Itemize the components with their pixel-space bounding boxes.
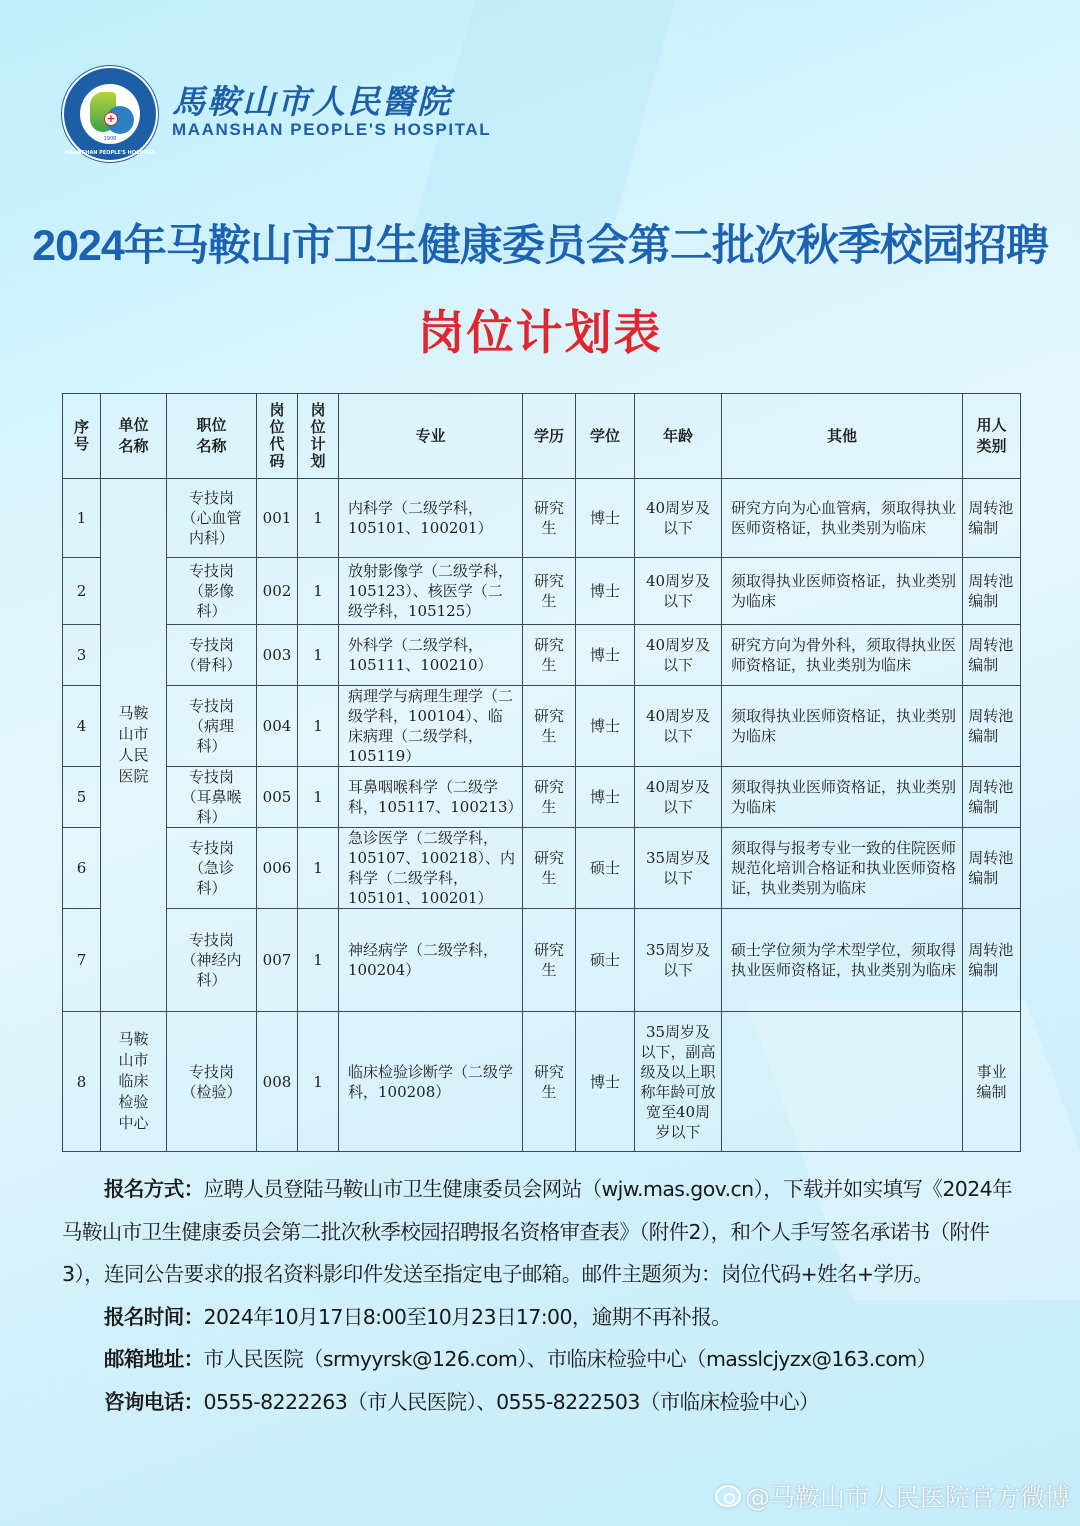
cell-category: 周转池编制 — [963, 686, 1021, 767]
header-other: 其他 — [722, 394, 963, 479]
cell-position: 专技岗（耳鼻喉科） — [167, 767, 257, 828]
application-notes — [62, 1168, 1022, 1423]
cell-degree: 博士 — [576, 558, 635, 625]
cell-seq: 8 — [63, 1012, 101, 1152]
table-row — [63, 558, 1021, 625]
cell-unit: 马鞍山市临床检验中心 — [101, 1012, 167, 1152]
cell-education: 研究生 — [523, 686, 576, 767]
email-address-text: 市人民医院（srmyyrsk@126.com）、市临床检验中心（masslcjyzx@163.com） — [203, 1347, 937, 1371]
cell-category: 事业编制 — [963, 1012, 1021, 1152]
hospital-logo — [62, 66, 158, 162]
cell-education: 研究生 — [523, 909, 576, 1012]
cell-plan: 1 — [298, 767, 339, 828]
cell-age: 40周岁及以下 — [635, 767, 722, 828]
cell-position: 专技岗（检验） — [167, 1012, 257, 1152]
cell-age: 35周岁及以下 — [635, 828, 722, 909]
page-title: 2024年马鞍山市卫生健康委员会第二批次秋季校园招聘 — [32, 222, 1048, 270]
cell-education: 研究生 — [523, 625, 576, 686]
header-education: 学历 — [523, 394, 576, 479]
cell-position: 专技岗（骨科） — [167, 625, 257, 686]
cell-education: 研究生 — [523, 767, 576, 828]
cell-major: 神经病学（二级学科，100204） — [339, 909, 523, 1012]
cell-plan: 1 — [298, 828, 339, 909]
cell-age: 40周岁及以下 — [635, 558, 722, 625]
cell-seq: 7 — [63, 909, 101, 1012]
consult-phone-label: 咨询电话： — [104, 1389, 204, 1414]
cell-plan: 1 — [298, 1012, 339, 1152]
cell-other — [722, 1012, 963, 1152]
cell-age: 35周岁及以下 — [635, 909, 722, 1012]
cell-other: 研究方向为心血管病，须取得执业医师资格证，执业类别为临床 — [722, 479, 963, 558]
cell-education: 研究生 — [523, 828, 576, 909]
cell-age: 40周岁及以下 — [635, 686, 722, 767]
cell-code: 001 — [257, 479, 298, 558]
cell-degree: 博士 — [576, 479, 635, 558]
email-address — [62, 1338, 1022, 1381]
table-row — [63, 479, 1021, 558]
cell-other: 须取得与报考专业一致的住院医师规范化培训合格证和执业医师资格证，执业类别为临床 — [722, 828, 963, 909]
cell-major: 病理学与病理生理学（二级学科，100104）、临床病理（二级学科，105119） — [339, 686, 523, 767]
cell-other: 研究方向为骨外科，须取得执业医师资格证，执业类别为临床 — [722, 625, 963, 686]
cell-position: 专技岗（神经内科） — [167, 909, 257, 1012]
logo-emblem — [80, 84, 140, 144]
hospital-name-cn: 馬鞍山市人民醫院 — [172, 82, 452, 121]
cell-unit: 马鞍山市人民医院 — [101, 479, 167, 1012]
cell-seq: 2 — [63, 558, 101, 625]
page-subtitle: 岗位计划表 — [417, 306, 663, 359]
cell-category: 周转池编制 — [963, 828, 1021, 909]
cell-seq: 5 — [63, 767, 101, 828]
cell-other: 硕士学位须为学术型学位，须取得执业医师资格证，执业类别为临床 — [722, 909, 963, 1012]
cell-code: 003 — [257, 625, 298, 686]
table-row — [63, 909, 1021, 1012]
medical-cross-icon: + — [104, 112, 118, 126]
cell-position: 专技岗（病理科） — [167, 686, 257, 767]
cell-education: 研究生 — [523, 1012, 576, 1152]
cell-major: 临床检验诊断学（二级学科，100208） — [339, 1012, 523, 1152]
registration-time — [62, 1296, 1022, 1339]
cell-major: 耳鼻咽喉科学（二级学科，105117、100213） — [339, 767, 523, 828]
registration-time-label: 报名时间： — [104, 1304, 204, 1329]
table-row — [63, 828, 1021, 909]
hospital-name-en: MAANSHAN PEOPLE'S HOSPITAL — [172, 120, 492, 139]
cell-position: 专技岗（心血管内科） — [167, 479, 257, 558]
cell-code: 004 — [257, 686, 298, 767]
cell-plan: 1 — [298, 479, 339, 558]
cell-code: 002 — [257, 558, 298, 625]
cell-degree: 博士 — [576, 625, 635, 686]
cell-education: 研究生 — [523, 479, 576, 558]
cell-category: 周转池编制 — [963, 558, 1021, 625]
cell-age: 40周岁及以下 — [635, 625, 722, 686]
watermark-text: @马鞍山市人民医院官方微博 — [744, 1483, 1070, 1512]
cell-degree: 硕士 — [576, 909, 635, 1012]
cell-category: 周转池编制 — [963, 479, 1021, 558]
header-degree: 学位 — [576, 394, 635, 479]
logo-year: 1908 — [103, 136, 117, 142]
cell-education: 研究生 — [523, 558, 576, 625]
cell-degree: 博士 — [576, 767, 635, 828]
cell-plan: 1 — [298, 909, 339, 1012]
cell-position: 专技岗（影像科） — [167, 558, 257, 625]
cell-other: 须取得执业医师资格证，执业类别为临床 — [722, 767, 963, 828]
header-category: 用人类别 — [963, 394, 1021, 479]
cell-other: 须取得执业医师资格证，执业类别为临床 — [722, 686, 963, 767]
logo-ring-text: MAANSHAN PEOPLE'S HOSPITAL — [64, 150, 156, 156]
registration-method-label: 报名方式： — [104, 1177, 204, 1201]
weibo-watermark — [715, 1478, 1070, 1514]
cell-degree: 硕士 — [576, 828, 635, 909]
cell-age: 40周岁及以下 — [635, 479, 722, 558]
cell-other: 须取得执业医师资格证，执业类别为临床 — [722, 558, 963, 625]
header-seq: 序号 — [63, 394, 101, 479]
cell-degree: 博士 — [576, 686, 635, 767]
cell-plan: 1 — [298, 558, 339, 625]
cell-major: 外科学（二级学科，105111、100210） — [339, 625, 523, 686]
registration-method — [62, 1168, 1022, 1296]
table-row — [63, 686, 1021, 767]
cell-position: 专技岗（急诊科） — [167, 828, 257, 909]
cell-category: 周转池编制 — [963, 625, 1021, 686]
registration-method-text: 应聘人员登陆马鞍山市卫生健康委员会网站（wjw.mas.gov.cn），下载并如实填写《2024年马鞍山市卫生健康委员会第二批次秋季校园招聘报名资格审查表》（附件2），和个人手写签名承诺书（附件3），连同公告要求的报名资料影印件发送至指定电子邮箱。邮件主题须为：岗位代码+姓名+学历。 — [62, 1177, 1012, 1286]
cell-seq: 4 — [63, 686, 101, 767]
cell-category: 周转池编制 — [963, 909, 1021, 1012]
table-row — [63, 767, 1021, 828]
registration-time-text: 2024年10月17日8:00至10月23日17:00，逾期不再补报。 — [203, 1304, 732, 1329]
cell-code: 006 — [257, 828, 298, 909]
cell-age: 35周岁及以下，副高级及以上职称年龄可放宽至40周岁以下 — [635, 1012, 722, 1152]
cell-plan: 1 — [298, 686, 339, 767]
cell-seq: 1 — [63, 479, 101, 558]
header-position: 职位名称 — [167, 394, 257, 479]
cell-code: 005 — [257, 767, 298, 828]
header-age: 年龄 — [635, 394, 722, 479]
cell-seq: 3 — [63, 625, 101, 686]
cell-major: 放射影像学（二级学科，105123）、核医学（二级学科，105125） — [339, 558, 523, 625]
table-row — [63, 1012, 1021, 1152]
header-plan: 岗位计划 — [298, 394, 339, 479]
cell-code: 008 — [257, 1012, 298, 1152]
table-header-row — [63, 394, 1021, 479]
cell-category: 周转池编制 — [963, 767, 1021, 828]
cell-code: 007 — [257, 909, 298, 1012]
weibo-icon — [715, 1485, 741, 1507]
hospital-logo-icon — [62, 66, 158, 162]
cell-plan: 1 — [298, 625, 339, 686]
position-plan-table — [62, 393, 1021, 1152]
consult-phone — [62, 1381, 1022, 1424]
table-row — [63, 625, 1021, 686]
cell-degree: 博士 — [576, 1012, 635, 1152]
header-code: 岗位代码 — [257, 394, 298, 479]
cell-major: 内科学（二级学科，105101、100201） — [339, 479, 523, 558]
cell-major: 急诊医学（二级学科，105107、100218）、内科学（二级学科，105101、100201） — [339, 828, 523, 909]
cell-seq: 6 — [63, 828, 101, 909]
consult-phone-text: 0555-8222263（市人民医院）、0555-8222503（市临床检验中心） — [203, 1389, 819, 1414]
header-major: 专业 — [339, 394, 523, 479]
header-unit: 单位名称 — [101, 394, 167, 479]
email-address-label: 邮箱地址： — [104, 1347, 204, 1371]
